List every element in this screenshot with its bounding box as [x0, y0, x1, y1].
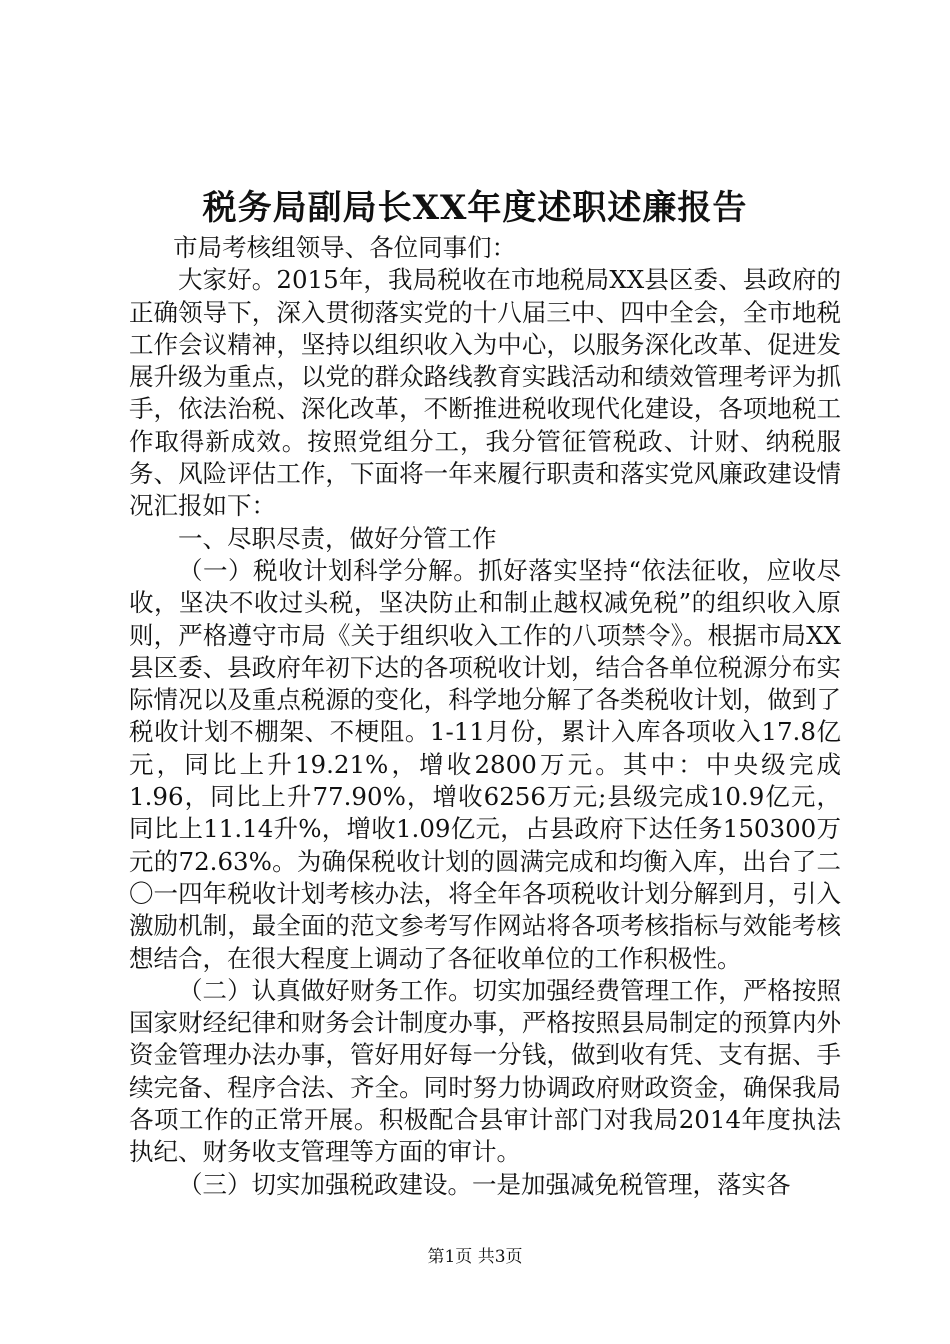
page-footer: 第1页 共3页	[427, 1247, 523, 1267]
document-body	[129, 232, 841, 1201]
paragraph-tax-plan: （一）税收计划科学分解。抓好落实坚持“依法征收，应收尽收，坚决不收过头税，坚决防止和制止越权减免税”的组织收入原则，严格遵守市局《关于组织收入工作的八项禁令》。根据市局XX县区委、县政府年初下达的各项税收计划，结合各单位税源分布实际情况以及重点税源的变化，科学地分解了各类税收计划，做到了税收计划不棚架、不梗阻。1-11月份，累计入库各项收入17.8亿元，同比上升19.21%，增收2800万元。其中：中央级完成1.96，同比上升77.90%，增收6256万元;县级完成10.9亿元，同比上11.14升%，增收1.09亿元，占县政府下达任务150300万元的72.63%。为确保税收计划的圆满完成和均衡入库，出台了二〇一四年税收计划考核办法，将全年各项税收计划分解到月，引入激励机制，最全面的范文参考写作网站将各项考核指标与效能考核想结合，在很大程度上调动了各征收单位的工作积极性。	[129, 555, 841, 973]
paragraph-tax-policy: （三）切实加强税政建设。一是加强减免税管理，落实各	[178, 1169, 791, 1199]
intro-paragraph: 大家好。2015年，我局税收在市地税局XX县区委、县政府的正确领导下，深入贯彻落实党的十八届三中、四中全会，全市地税工作会议精神，坚持以组织收入为中心，以服务深化改革、促进发展升级为重点，以党的群众路线教育实践活动和绩效管理考评为抓手，依法治税、深化改革，不断推进税收现代化建设，各项地税工作取得新成效。按照党组分工，我分管征管税政、计财、纳税服务、风险评估工作，下面将一年来履行职责和落实党风廉政建设情况汇报如下：	[129, 265, 841, 521]
salutation: 市局考核组领导、各位同事们：	[173, 233, 517, 262]
section-heading-1: 一、尽职尽责，做好分管工作	[178, 523, 497, 553]
paragraph-finance: （二）认真做好财务工作。切实加强经费管理工作，严格按照国家财经纪律和财务会计制度办事，严格按照县局制定的预算内外资金管理办法办事，管好用好每一分钱，做到收有凭、支有据、手续完备、程序合法、齐全。同时努力协调政府财政资金，确保我局各项工作的正常开展。积极配合县审计部门对我局2014年度执法执纪、财务收支管理等方面的审计。	[129, 975, 841, 1167]
document-title: 税务局副局长XX年度述职述廉报告	[202, 188, 748, 228]
